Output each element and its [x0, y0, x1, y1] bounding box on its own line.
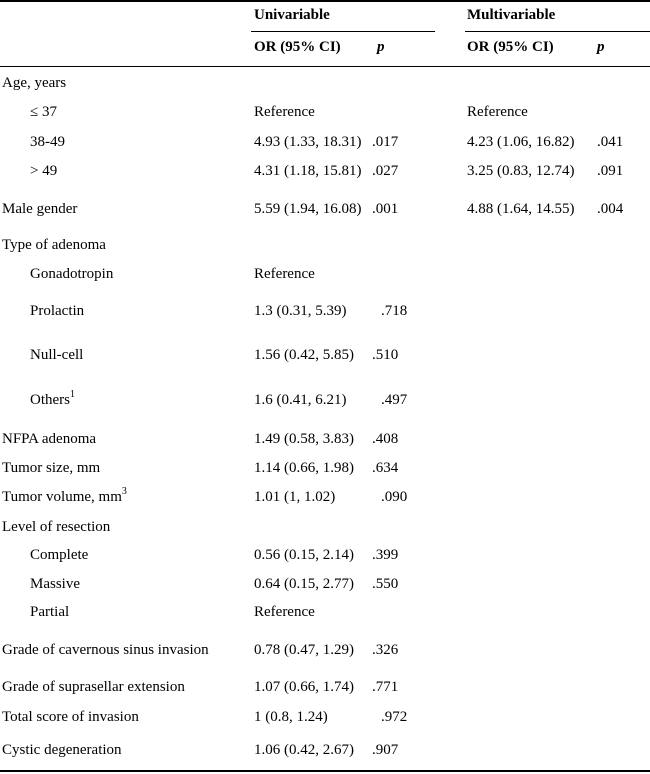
univariable-or-cell: 1.49 (0.58, 3.83) — [254, 431, 354, 447]
row-label-others: Others$^1$ — [30, 389, 75, 408]
univariable-p-cell: .326 — [372, 642, 399, 658]
row-label-gonadotropin: Gonadotropin — [30, 266, 114, 282]
table-top-rule — [0, 0, 650, 2]
univariable-or-cell: 0.64 (0.15, 2.77) — [254, 576, 354, 592]
univariable-p-cell: .027 — [372, 163, 399, 179]
univariable-p-cell: .399 — [372, 547, 399, 563]
univariable-or-cell: 1.07 (0.66, 1.74) — [254, 679, 354, 695]
univariable-or-cell: 4.93 (1.33, 18.31) — [254, 134, 362, 150]
univariable-or-cell: 1 (0.8, 1.24) — [254, 709, 328, 725]
univariable-or-cell: Reference — [254, 266, 315, 282]
row-label-type-of-adenoma: Type of adenoma — [2, 237, 106, 253]
row-label-grade-of-suprasellar-extension: Grade of suprasellar extension — [2, 679, 185, 695]
univariable-header: Univariable — [254, 7, 330, 23]
univariable-p-cell: .497 — [381, 392, 408, 408]
row-label-total-score-of-invasion: Total score of invasion — [2, 709, 139, 725]
univariable-or-cell: Reference — [254, 104, 315, 120]
footnote-marker: 3 — [121, 486, 127, 497]
univariable-or-cell: Reference — [254, 604, 315, 620]
univariable-or-cell: 1.14 (0.66, 1.98) — [254, 460, 354, 476]
univariable-p-cell: .907 — [372, 742, 399, 758]
univariable-p-cell: .001 — [372, 201, 399, 217]
multivariable-underline — [465, 31, 650, 32]
row-label-level-of-resection: Level of resection — [2, 519, 111, 535]
univariable-or-cell: 4.31 (1.18, 15.81) — [254, 163, 362, 179]
row-label-tumor-size-mm: Tumor size, mm — [2, 460, 101, 476]
row-label-male-gender: Male gender — [2, 201, 78, 217]
univariable-p-cell: .017 — [372, 134, 399, 150]
univariable-p-cell: .972 — [381, 709, 408, 725]
multivariable-p-cell: .004 — [597, 201, 624, 217]
multivariable-or-cell: Reference — [467, 104, 528, 120]
multivariable-or-cell: 4.88 (1.64, 14.55) — [467, 201, 575, 217]
univariable-or-cell: 1.3 (0.31, 5.39) — [254, 303, 347, 319]
univariable-underline — [251, 31, 435, 32]
table-bottom-rule — [0, 770, 650, 772]
multivariable-p-cell: .091 — [597, 163, 624, 179]
multivariable-or-cell: 3.25 (0.83, 12.74) — [467, 163, 575, 179]
multivariable-or-cell: 4.23 (1.06, 16.82) — [467, 134, 575, 150]
row-label-partial: Partial — [30, 604, 70, 620]
row-label-massive: Massive — [30, 576, 80, 592]
univariable-p-cell: .718 — [381, 303, 408, 319]
row-label-null-cell: Null-cell — [30, 347, 84, 363]
row-label-grade-of-cavernous-sinus-invasion: Grade of cavernous sinus invasion — [2, 642, 209, 658]
multivariable-p-header: p — [597, 39, 605, 55]
univariable-or-cell: 1.06 (0.42, 2.67) — [254, 742, 354, 758]
univariable-p-cell: .090 — [381, 489, 408, 505]
row-label-complete: Complete — [30, 547, 89, 563]
univariable-or-cell: 1.56 (0.42, 5.85) — [254, 347, 354, 363]
univariable-p-cell: .550 — [372, 576, 399, 592]
univariable-or-cell: 0.78 (0.47, 1.29) — [254, 642, 354, 658]
univariable-p-cell: .510 — [372, 347, 399, 363]
multivariable-or-header: OR (95% CI) — [467, 39, 554, 55]
multivariable-header: Multivariable — [467, 7, 556, 23]
row-label-prolactin: Prolactin — [30, 303, 85, 319]
row-label-age-years: Age, years — [2, 75, 67, 91]
univariable-or-cell: 5.59 (1.94, 16.08) — [254, 201, 362, 217]
footnote-marker: 1 — [70, 389, 75, 400]
row-label-37: ≤ 37 — [30, 104, 57, 120]
row-label-nfpa-adenoma: NFPA adenoma — [2, 431, 97, 447]
univariable-or-cell: 1.01 (1, 1.02) — [254, 489, 336, 505]
univariable-or-header: OR (95% CI) — [254, 39, 341, 55]
univariable-p-cell: .408 — [372, 431, 399, 447]
row-label-49: > 49 — [30, 163, 58, 179]
univariable-or-cell: 0.56 (0.15, 2.14) — [254, 547, 354, 563]
row-label-cystic-degeneration: Cystic degeneration — [2, 742, 122, 758]
univariable-p-cell: .771 — [372, 679, 399, 695]
univariable-p-header: p — [377, 39, 385, 55]
univariable-or-cell: 1.6 (0.41, 6.21) — [254, 392, 347, 408]
header-bottom-rule — [0, 66, 650, 67]
row-label-38-49: 38-49 — [30, 134, 65, 150]
multivariable-p-cell: .041 — [597, 134, 624, 150]
row-label-tumor-volume-mm: Tumor volume, $mm^3$ — [2, 486, 127, 505]
univariable-p-cell: .634 — [372, 460, 399, 476]
